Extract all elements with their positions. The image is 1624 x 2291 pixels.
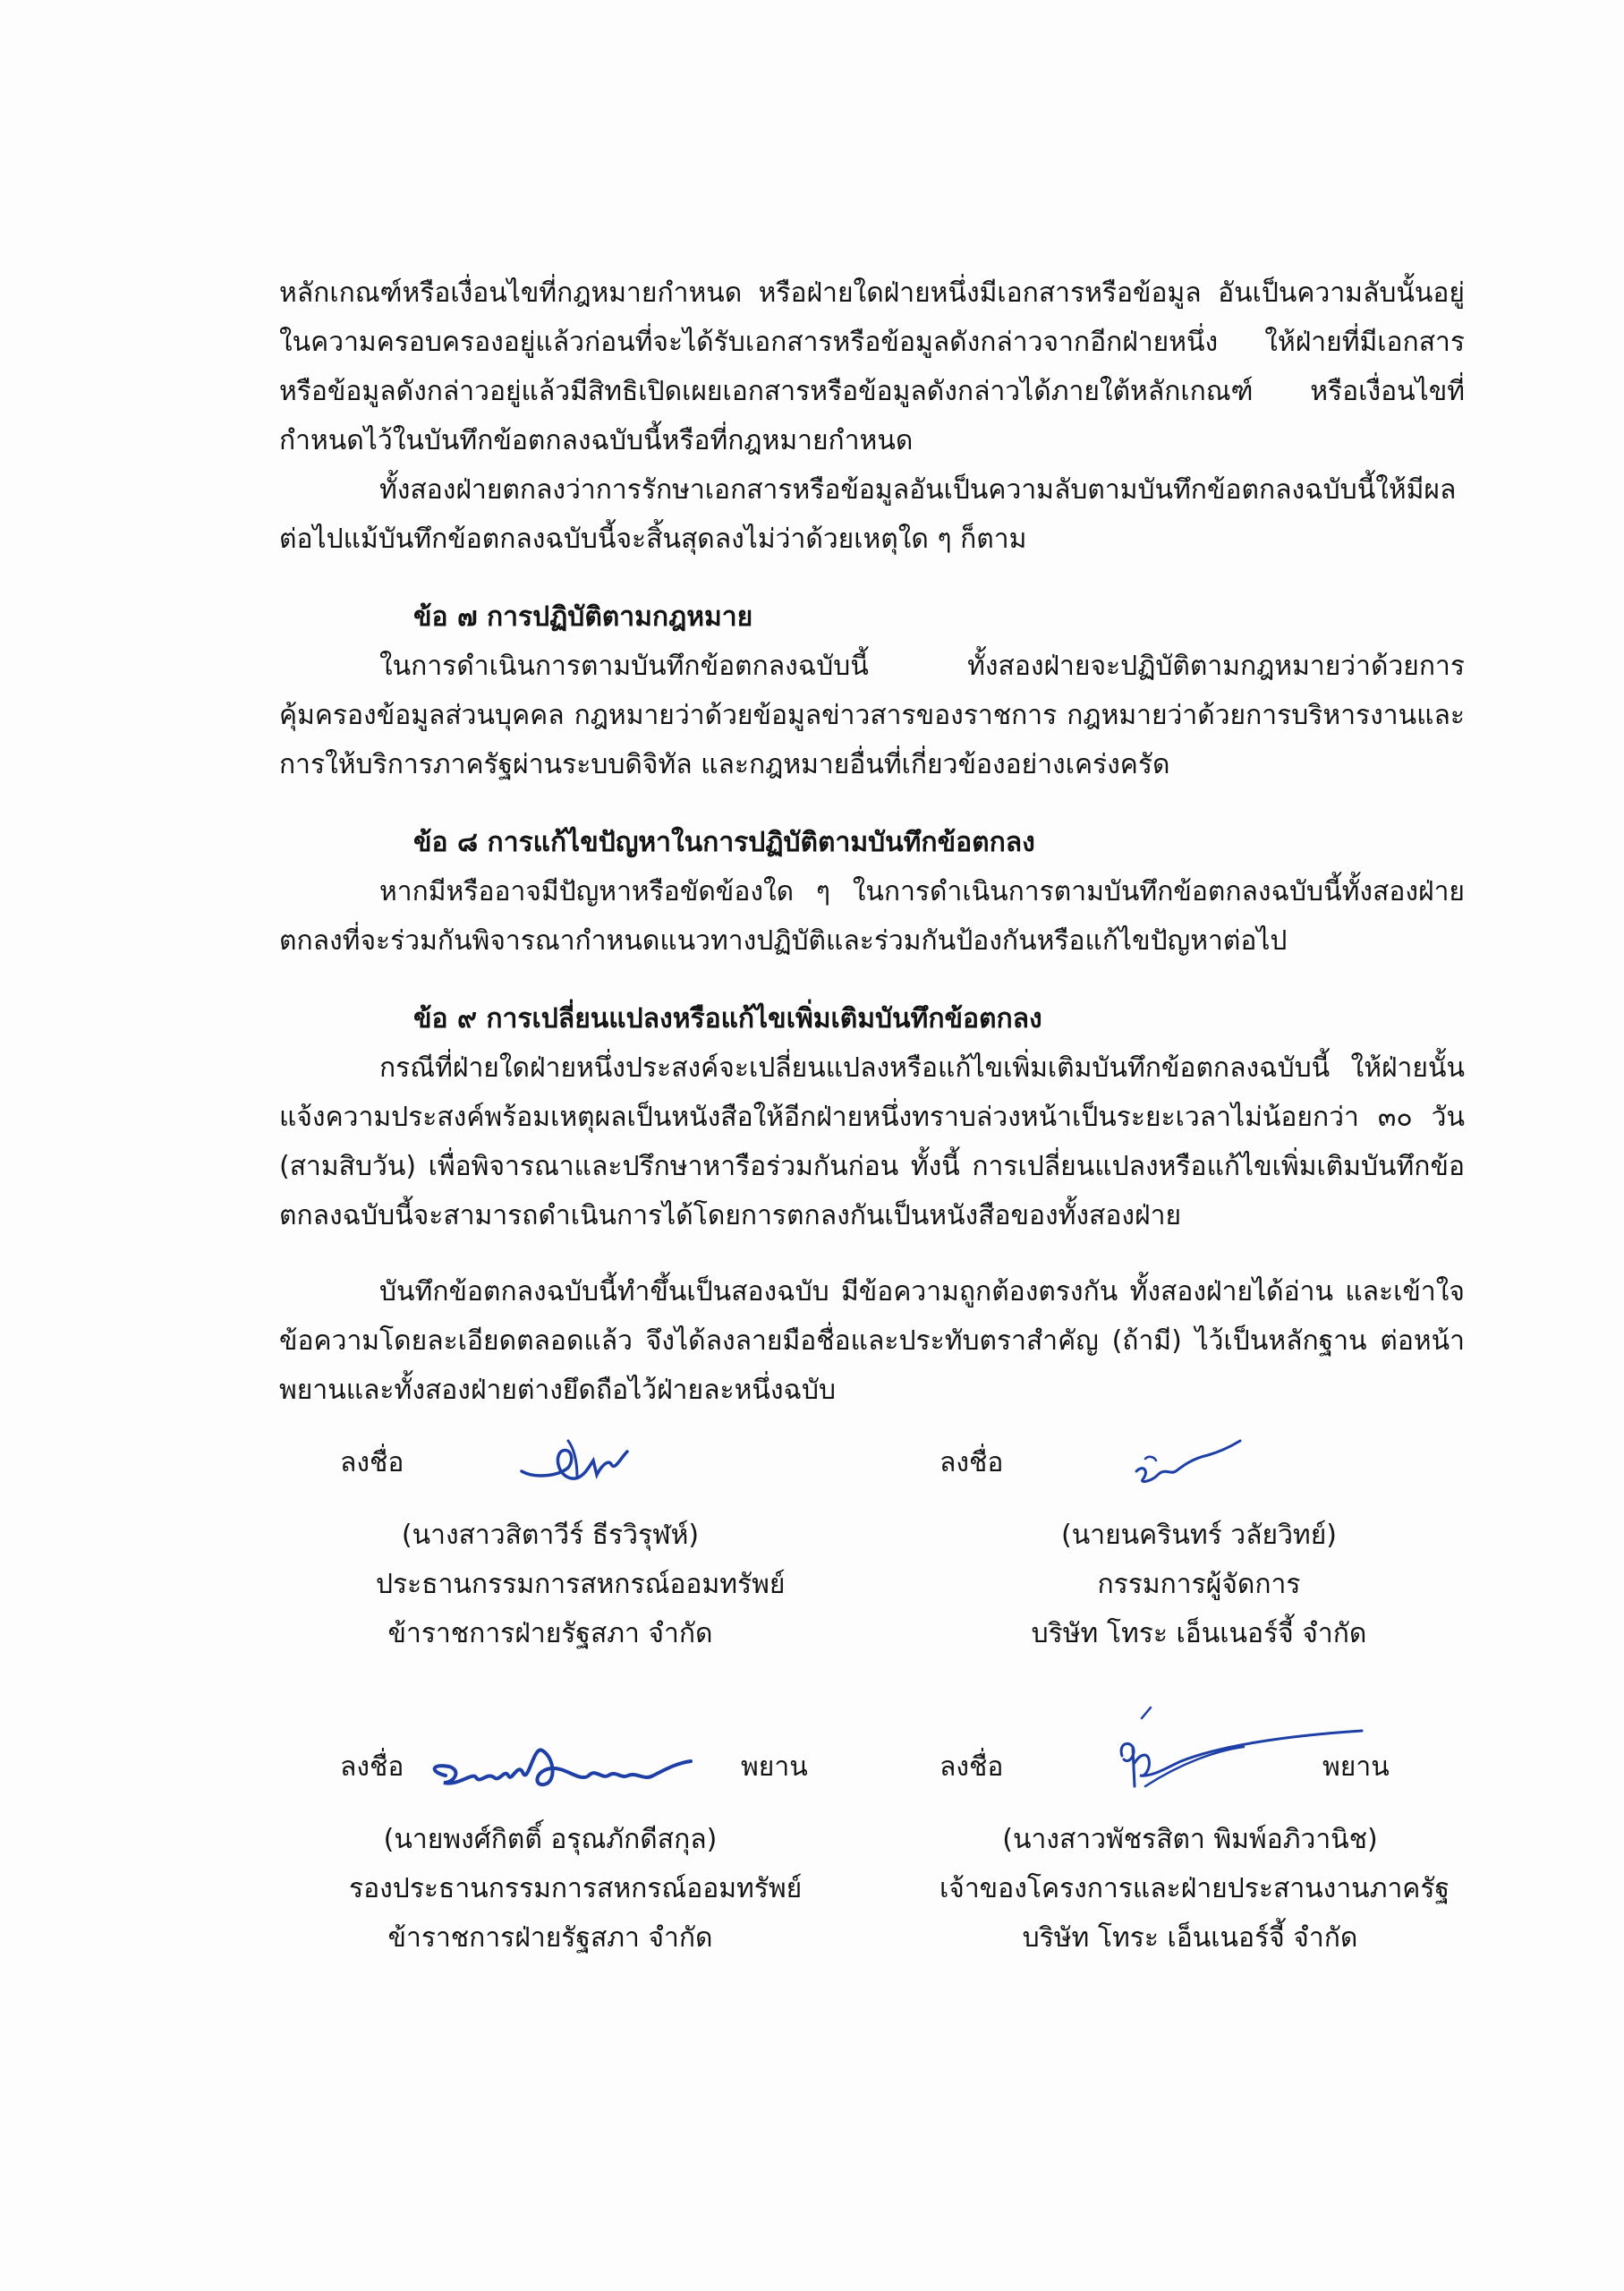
clause-9-text: กรณีที่ฝ่ายใดฝ่ายหนึ่งประสงค์จะเปลี่ยนแปลงหรือแก้ไขเพิ่มเติมบันทึกข้อตกลงฉบับนี้ ให้ฝ่ายนั้นแจ้งความประสงค์พร้อมเหตุผลเป็นหนังสือให้อีกฝ่ายหนึ่งทราบล่วงหน้าเป็นระยะเวลาไม่น้อยกว่า ๓๐ วัน (สามสิบวัน) เพื่อพิจารณาและปรึกษาหารือร่วมกันก่อน ทั้งนี้ การเปลี่ยนแปลงหรือแก้ไขเพิ่มเติมบันทึกข้อตกลงฉบับนี้จะสามารถดำเนินการได้โดยการตกลงกันเป็นหนังสือของทั้งสองฝ่าย — [279, 1052, 1465, 1231]
clause-9-heading: ข้อ ๙ การเปลี่ยนแปลงหรือแก้ไขเพิ่มเติมบันทึกข้อตกลง — [413, 1003, 1042, 1035]
signatory-info — [349, 1815, 803, 1963]
sign-label: ลงชื่อ — [940, 1447, 1004, 1478]
document-body — [279, 268, 1465, 1415]
signatory-organization: ข้าราชการฝ่ายรัฐสภา จำกัด — [387, 1618, 713, 1649]
signatory-name: (นางสาวสิตาวีร์ ธีรวิรุฬห์) — [401, 1520, 700, 1551]
signatory-position: กรรมการผู้จัดการ — [1097, 1569, 1301, 1600]
handwritten-signature — [422, 1736, 727, 1799]
signature-block-right-top — [940, 1432, 1441, 1682]
signatory-organization: บริษัท โทระ เอ็นเนอร์จี้ จำกัด — [1031, 1618, 1367, 1649]
clause-7-heading: ข้อ ๗ การปฏิบัติตามกฎหมาย — [413, 601, 753, 633]
witness-label: พยาน — [741, 1751, 808, 1783]
clause-8-text: หากมีหรืออาจมีปัญหาหรือขัดข้องใด ๆ ในการดำเนินการตามบันทึกข้อตกลงฉบับนี้ทั้งสองฝ่ายตกลงที่จะร่วมกันพิจารณากำหนดแนวทางปฏิบัติและร่วมกันป้องกันหรือแก้ไขปัญหาต่อไป — [279, 876, 1465, 957]
signatory-position: ประธานกรรมการสหกรณ์ออมทรัพย์ — [376, 1569, 786, 1600]
signatory-name: (นายนครินทร์ วลัยวิทย์) — [1061, 1520, 1337, 1551]
signatory-position: รองประธานกรรมการสหกรณ์ออมทรัพย์ — [349, 1873, 803, 1904]
paragraph-confidentiality-survival: ทั้งสองฝ่ายตกลงว่าการรักษาเอกสารหรือข้อมูลอันเป็นความลับตามบันทึกข้อตกลงฉบับนี้ให้มีผลต่อไปแม้บันทึกข้อตกลงฉบับนี้จะสิ้นสุดลงไม่ว่าด้วยเหตุใด ๆ ก็ตาม — [279, 474, 1457, 555]
signatory-name: (นายพงศ์กิตติ์ อรุณภักดีสกุล) — [383, 1824, 718, 1855]
signature-line — [940, 1736, 1441, 1799]
paragraph-continuation: หลักเกณฑ์หรือเงื่อนไขที่กฎหมายกำหนด หรือฝ่ายใดฝ่ายหนึ่งมีเอกสารหรือข้อมูล อันเป็นความลับนั้นอยู่ในความครอบครองอยู่แล้วก่อนที่จะได้รับเอกสารหรือข้อมูลดังกล่าวจากอีกฝ่ายหนึ่ง ให้ฝ่ายที่มีเอกสารหรือข้อมูลดังกล่าวอยู่แล้วมีสิทธิเปิดเผยเอกสารหรือข้อมูลดังกล่าวได้ภายใต้หลักเกณฑ์ หรือเงื่อนไขที่กำหนดไว้ในบันทึกข้อตกลงฉบับนี้หรือที่กฎหมายกำหนด — [279, 277, 1465, 456]
sign-label: ลงชื่อ — [340, 1751, 404, 1783]
signatory-name: (นางสาวพัชรสิตา พิมพ์อภิวานิช) — [1002, 1824, 1378, 1855]
signatory-info — [993, 1511, 1405, 1658]
witness-label: พยาน — [1322, 1751, 1390, 1783]
sign-label: ลงชื่อ — [940, 1751, 1004, 1783]
signature-block-left-top — [340, 1432, 787, 1682]
signatory-organization: บริษัท โทระ เอ็นเนอร์จี้ จำกัด — [1022, 1922, 1358, 1954]
clause-7-text: ในการดำเนินการตามบันทึกข้อตกลงฉบับนี้ ทั้งสองฝ่ายจะปฏิบัติตามกฎหมายว่าด้วยการคุ้มครองข้อมูลส่วนบุคคล กฎหมายว่าด้วยข้อมูลข่าวสารของราชการ กฎหมายว่าด้วยการบริหารงานและการให้บริการภาครัฐผ่านระบบดิจิทัล และกฎหมายอื่นที่เกี่ยวข้องอย่างเคร่งครัด — [279, 651, 1465, 780]
signature-line — [340, 1736, 823, 1799]
clause-8-heading: ข้อ ๘ การแก้ไขปัญหาในการปฏิบัติตามบันทึกข้อตกลง — [413, 827, 1035, 858]
signature-line — [340, 1432, 787, 1495]
signatory-position: เจ้าของโครงการและฝ่ายประสานงานภาครัฐ — [940, 1873, 1450, 1904]
sign-label: ลงชื่อ — [340, 1447, 404, 1478]
handwritten-signature — [514, 1432, 631, 1495]
handwritten-signature — [1118, 1432, 1244, 1495]
signature-line — [940, 1432, 1441, 1495]
signature-block-left-bottom — [340, 1736, 823, 1987]
signatory-organization: ข้าราชการฝ่ายรัฐสภา จำกัด — [387, 1922, 713, 1954]
signatory-info — [376, 1511, 786, 1658]
closing-paragraph: บันทึกข้อตกลงฉบับนี้ทำขึ้นเป็นสองฉบับ มีข้อความถูกต้องตรงกัน ทั้งสองฝ่ายได้อ่าน และเข้าใจข้อความโดยละเอียดตลอดแล้ว จึงได้ลงลายมือชื่อและประทับตราสำคัญ (ถ้ามี) ไว้เป็นหลักฐาน ต่อหน้าพยานและทั้งสองฝ่ายต่างยึดถือไว้ฝ่ายละหนึ่งฉบับ — [279, 1276, 1465, 1406]
signatory-info — [940, 1815, 1450, 1963]
signature-block-right-bottom — [940, 1736, 1450, 1987]
